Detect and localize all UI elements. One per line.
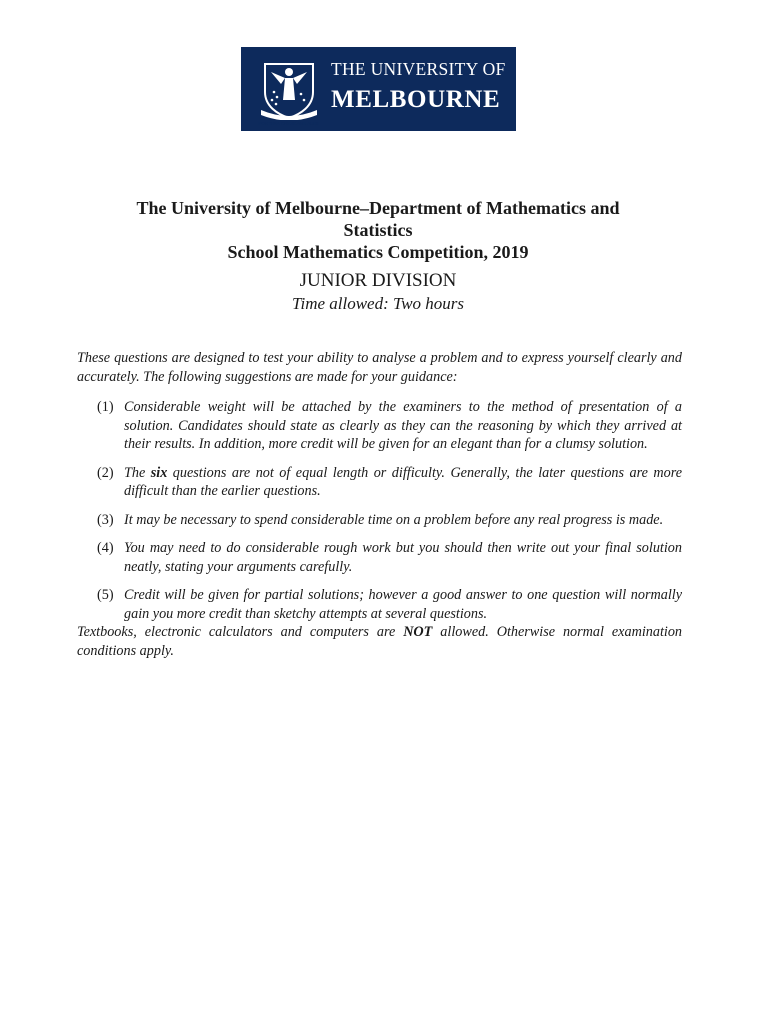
list-item xyxy=(77,398,682,454)
list-item xyxy=(77,539,682,576)
item-text: You may need to do considerable rough work but you should then write out your final solution neatly, stating your arguments carefully. xyxy=(124,540,682,575)
item-number: (2) xyxy=(97,464,114,481)
item-text-bold: six xyxy=(150,464,168,481)
heading-line-2: Statistics xyxy=(343,220,413,240)
outro-post: allowed. Otherwise normal examination conditions apply. xyxy=(77,624,683,659)
list-item xyxy=(77,464,682,501)
heading-line-1: The University of Melbourne–Department of Mathematics and xyxy=(136,198,620,218)
suggestions-list xyxy=(77,398,682,623)
document-heading xyxy=(80,197,676,315)
outro-pre: Textbooks, electronic calculators and computers are xyxy=(77,624,396,640)
logo-line2: MELBOURNE xyxy=(331,86,501,113)
heading-line-3: School Mathematics Competition, 2019 xyxy=(227,242,529,262)
item-text-post: questions are not of equal length or difficulty. Generally, the later questions are more difficult than the earlier questions. xyxy=(124,464,682,499)
time-allowed: Time allowed: Two hours xyxy=(291,294,465,313)
item-text: It may be necessary to spend considerable time on a problem before any real progress is made. xyxy=(124,511,664,528)
item-number: (4) xyxy=(97,540,114,556)
item-text-pre: The xyxy=(124,464,146,481)
crest-icon xyxy=(259,58,319,120)
item-text: Considerable weight will be attached by the examiners to the method of presentation of a solution. Candidates should state as clearly as they can the reasoning by which they arrived at their results. In addition, more credit will be given for an elegant than for a clumsy solution. xyxy=(124,399,682,452)
closing-paragraph xyxy=(77,623,682,660)
outro-bold: NOT xyxy=(403,624,433,640)
university-logo xyxy=(241,47,516,131)
item-text: Credit will be given for partial solutions; however a good answer to one question will normally gain you more credit than sketchy attempts at several questions. xyxy=(124,587,682,622)
list-item xyxy=(77,586,682,623)
division-title: JUNIOR DIVISION xyxy=(299,270,457,291)
list-item xyxy=(77,511,682,530)
intro-paragraph: These questions are designed to test your ability to analyse a problem and to express yourself clearly and accurately. The following suggestions are made for your guidance: xyxy=(77,350,682,385)
logo-wordmark xyxy=(331,59,506,114)
logo-motto: POSTERA CRESCAM LAUDE xyxy=(258,121,320,126)
instructions xyxy=(77,349,682,674)
logo-line1: THE UNIVERSITY OF xyxy=(331,59,506,79)
item-number: (5) xyxy=(97,587,114,603)
item-number: (1) xyxy=(97,399,114,415)
item-number: (3) xyxy=(97,511,114,528)
